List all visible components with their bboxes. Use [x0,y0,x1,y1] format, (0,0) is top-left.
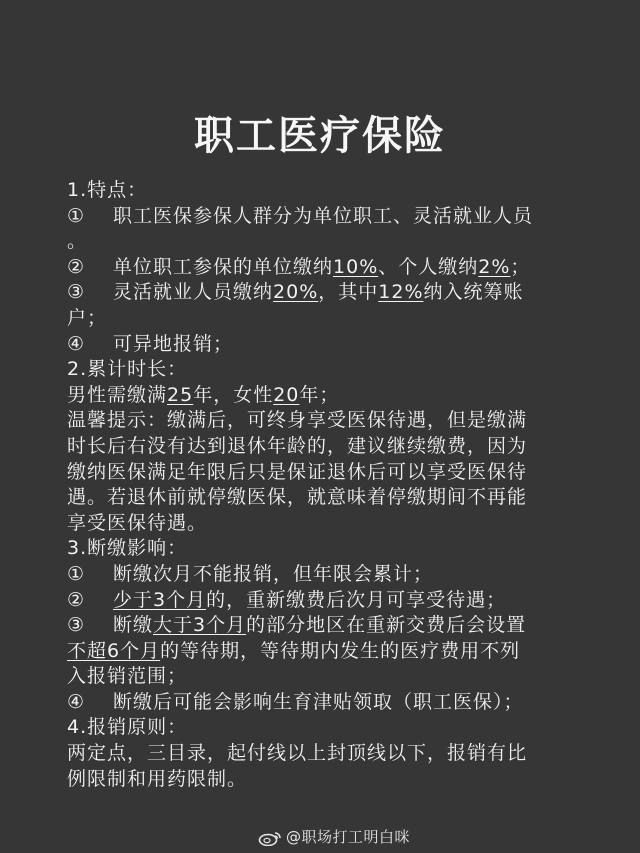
text-line [67,741,587,767]
text-line [67,485,587,511]
text-segment: 遇。若退休前就停缴医保，就意味着停缴期间不再能 [67,486,528,509]
text-line [67,229,587,255]
watermark-text: @职场打工明白咪 [286,828,411,846]
list-item-number: ④ [67,690,86,713]
underlined-value: 20 [273,383,300,406]
text-segment: 缴纳医保满足年限后只是保证退休后可以享受医保待 [67,460,528,483]
underlined-value: 10% [333,255,379,278]
text-segment: 纳入统筹账 [423,281,524,304]
text-segment: 断缴后可能会影响生育津贴领取（职工医保）； [113,690,524,713]
text-segment: 男性需缴满 [67,383,168,406]
text-line [67,664,587,690]
text-segment: 断缴 [113,614,154,637]
underlined-value: 2% [478,255,511,278]
weibo-watermark [258,826,410,847]
text-line [67,715,587,741]
underlined-value: 大于3个月 [153,614,247,637]
article-body [67,178,587,792]
text-segment: 、个人缴纳 [378,255,479,278]
text-segment: 4.报销原则： [67,716,188,739]
list-item-number: ③ [67,281,86,304]
list-item-number: ③ [67,614,86,637]
list-item-number: ④ [67,332,86,355]
list-item-number: ② [67,255,86,278]
text-line [67,408,587,434]
text-line [67,306,587,332]
text-line [67,511,587,537]
list-item-number: ② [67,588,86,611]
list-item [67,255,587,281]
text-segment: 例限制和用药限制。 [67,767,248,790]
list-item-number: ① [67,562,86,585]
underlined-value: 少于3个月 [113,588,207,611]
list-item [67,690,587,716]
text-segment: 灵活就业人员缴纳 [113,281,274,304]
text-segment: 户； [67,306,108,329]
text-line [67,357,587,383]
text-line [67,460,587,486]
text-segment: 入报销范围； [67,665,188,688]
list-item [67,332,587,358]
list-item [67,613,587,639]
underlined-value: 20% [273,281,319,304]
page-title: 职工医疗保险 [194,113,446,159]
text-segment: 的部分地区在重新交费后会设置 [246,614,527,637]
list-item [67,588,587,614]
text-segment: 的，重新缴费后次月可享受待遇； [206,588,507,611]
list-item [67,204,587,230]
text-segment: 单位职工参保的单位缴纳 [113,255,334,278]
underlined-value: 25 [167,383,194,406]
list-item [67,280,587,306]
text-segment: 温馨提示：缴满后，可终身享受医保待遇，但是缴满 [67,409,528,432]
text-segment: 的等待期，等待期内发生的医疗费用不列 [160,639,521,662]
text-segment: ； [510,255,531,278]
list-item [67,562,587,588]
underlined-value: 12% [378,281,424,304]
text-segment: 两定点，三目录，起付线以上封顶线以下，报销有比 [67,742,528,765]
text-segment: 2.累计时长： [67,358,188,381]
text-line [67,383,587,409]
text-segment: 职工医保参保人群分为单位职工、灵活就业人员 [113,204,534,227]
text-segment: 断缴次月不能报销，但年限会累计； [113,562,434,585]
text-segment: 年，女性 [193,383,274,406]
text-segment: 3.断缴影响： [67,537,188,560]
text-line [67,434,587,460]
weibo-icon [258,830,282,846]
text-segment: 1.特点： [67,179,148,201]
text-line [67,767,587,793]
text-segment: 时长后右没有达到退休年龄的，建议继续缴费，因为 [67,434,528,457]
underlined-value: 不超6个月 [67,639,161,662]
text-segment: 可异地报销； [113,332,234,355]
text-line [67,639,587,665]
text-line [67,178,587,204]
text-segment: 年； [299,383,340,406]
text-segment: ，其中 [318,281,379,304]
text-segment: 。 [67,230,88,253]
list-item-number: ① [67,204,86,227]
text-line [67,536,587,562]
text-segment: 享受医保待遇。 [67,511,208,534]
